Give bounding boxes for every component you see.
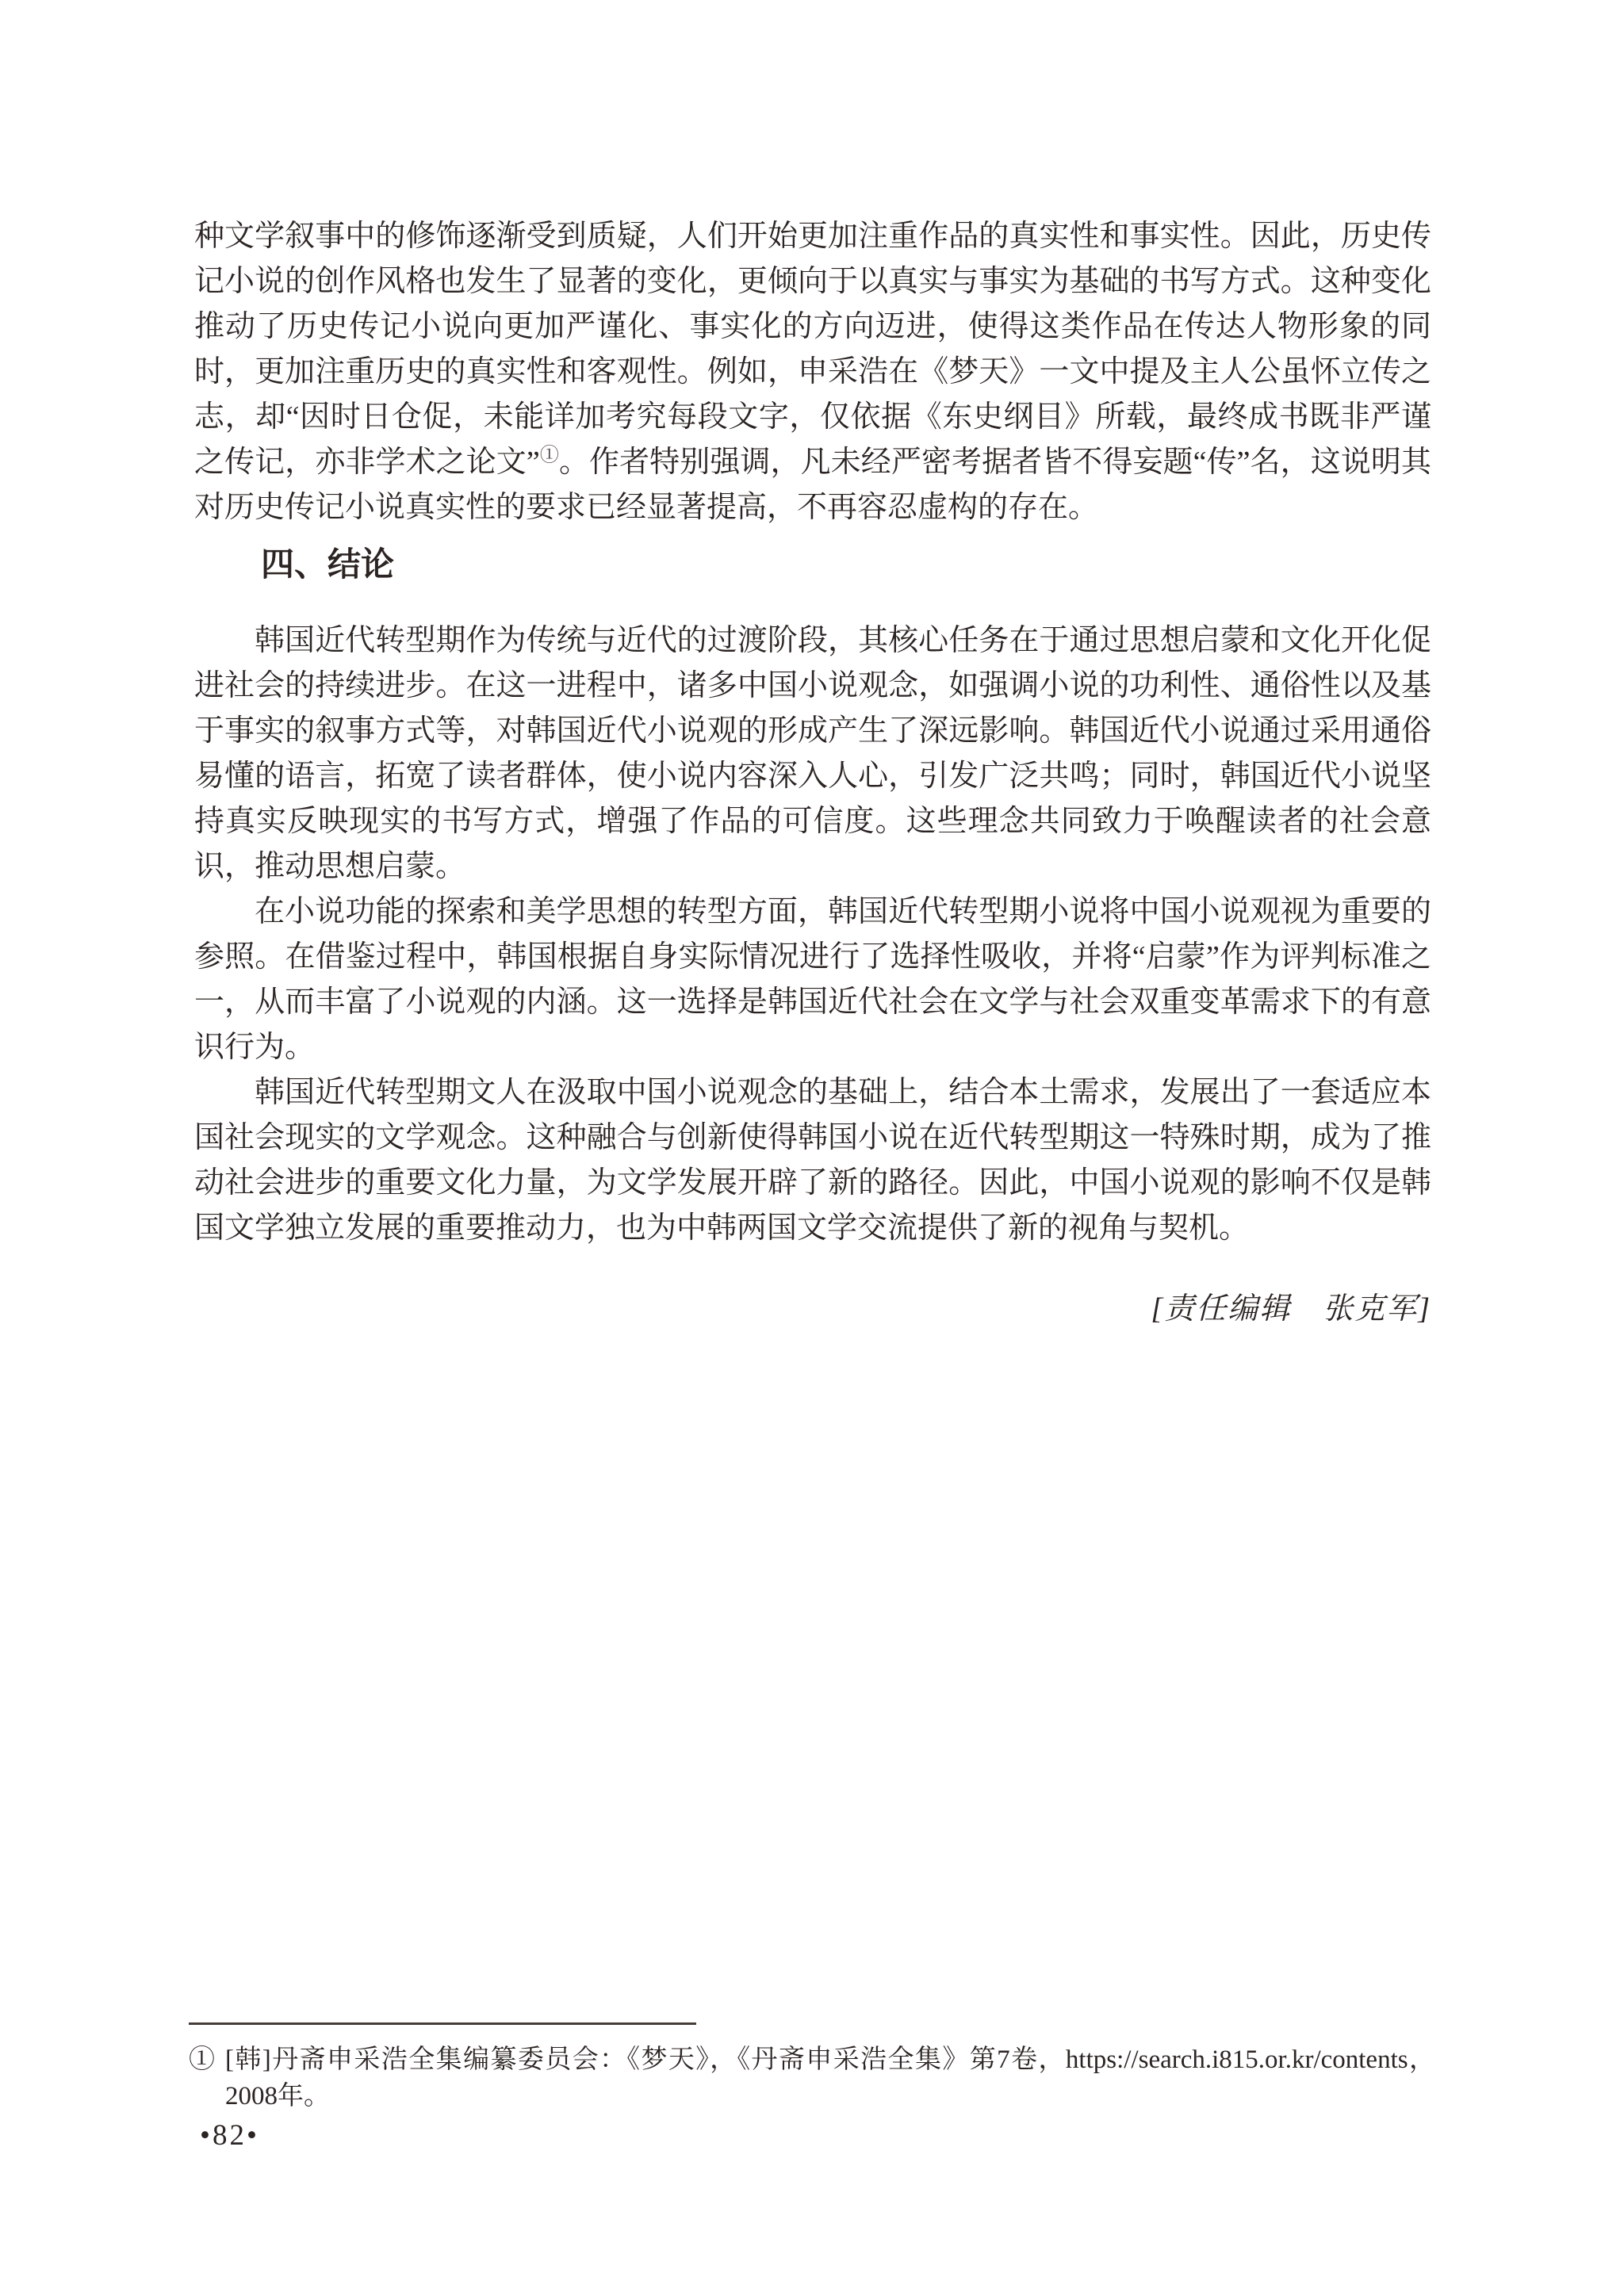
paragraph-continuation-tail: 。作者特别强调，凡未经严密考据者皆不得妄题“传”名，这说明其对历史传记小说真实性的要求已经显著提高，不再容忍虚构的存在。 xyxy=(194,446,1432,524)
footnote-section xyxy=(189,2022,1435,2114)
paragraph-conclusion-1: 韩国近代转型期作为传统与近代的过渡阶段，其核心任务在于通过思想启蒙和文化开化促进社会的持续进步。在这一进程中，诸多中国小说观念，如强调小说的功利性、通俗性以及基于事实的叙事方式等，对韩国近代小说观的形成产生了深远影响。韩国近代小说通过采用通俗易懂的语言，拓宽了读者群体，使小说内容深入人心，引发广泛共鸣；同时，韩国近代小说坚持真实反映现实的书写方式，增强了作品的可信度。这些理念共同致力于唤醒读者的社会意识，推动思想启蒙。 xyxy=(194,624,1431,883)
footnote-entry xyxy=(189,2042,1435,2114)
editor-credit: [责任编辑 张克军] xyxy=(1151,1292,1431,1326)
footnote-citation-text: [韩]丹斋申采浩全集编纂委员会：《梦天》，《丹斋申采浩全集》第7卷，https://search.i815.or.kr/contents，2008年。 xyxy=(225,2045,1435,2110)
section-heading-conclusion: 四、结论 xyxy=(261,545,395,583)
paragraph-continuation xyxy=(194,214,1431,530)
footnote-marker: ① xyxy=(189,2045,215,2074)
paragraph-conclusion-2: 在小说功能的探索和美学思想的转型方面，韩国近代转型期小说将中国小说观视为重要的参照。在借鉴过程中，韩国根据自身实际情况进行了选择性吸收，并将“启蒙”作为评判标准之一，从而丰富了小说观的内涵。这一选择是韩国近代社会在文学与社会双重变革需求下的有意识行为。 xyxy=(194,895,1431,1064)
paragraph-continuation-text: 种文学叙事中的修饰逐渐受到质疑，人们开始更加注重作品的真实性和事实性。因此，历史传记小说的创作风格也发生了显著的变化，更倾向于以真实与事实为基础的书写方式。这种变化推动了历史传记小说向更加严谨化、事实化的方向迈进，使得这类作品在传达人物形象的同时，更加注重历史的真实性和客观性。例如，申采浩在《梦天》一文中提及主人公虽怀立传之志，却“因时日仓促，未能详加考究每段文字，仅依据《东史纲目》所载，最终成书既非严谨之传记，亦非学术之论文” xyxy=(194,220,1431,479)
footnote-reference-1: ① xyxy=(539,445,559,466)
page-number: •82• xyxy=(200,2119,259,2152)
article-body xyxy=(194,214,1431,1332)
paragraph-conclusion-3: 韩国近代转型期文人在汲取中国小说观念的基础上，结合本土需求，发展出了一套适应本国社会现实的文学观念。这种融合与创新使得韩国小说在近代转型期这一特殊时期，成为了推动社会进步的重要文化力量，为文学发展开辟了新的路径。因此，中国小说观的影响不仅是韩国文学独立发展的重要推动力，也为中韩两国文学交流提供了新的视角与契机。 xyxy=(194,1076,1431,1245)
footnote-separator-rule xyxy=(189,2022,696,2025)
